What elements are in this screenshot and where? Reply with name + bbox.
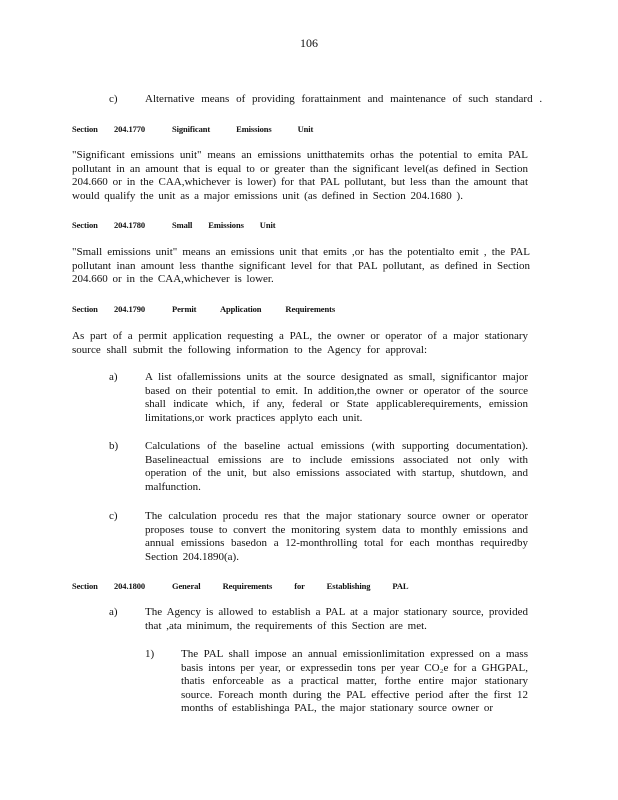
section-title: Small Emissions Unit xyxy=(172,220,276,230)
item-c-label: c) xyxy=(109,93,118,105)
list-item-text: The Agency is allowed to establish a PAL at a major stationary source, provided that ,ata minimum, the requirements of this Section are met. xyxy=(145,606,528,632)
list-item-text: A list ofallemissions units at the source designated as small, significantor major based on their potential to emit. In addition,the owner or operator of the source shall indicate which, if any, federal or State applicablerequirements, emission limitations,or work practices applyto each unit. xyxy=(145,371,528,424)
section-number: 204.1780 xyxy=(114,220,146,230)
list-item-text: Calculations of the baseline actual emissions (with supporting documentation). Baselineactual emissions are to include emissions associated not only with operation of the unit, but also emissions associated with startup, shutdown, and malfunction. xyxy=(145,440,528,493)
section-title: Significant Emissions Unit xyxy=(172,124,314,134)
section-heading-1770 xyxy=(72,124,313,134)
section-heading-1800 xyxy=(72,581,408,591)
sub-item-text: The PAL shall impose an annual emissionlimitation expressed on a mass basis intons per year, or expressedin tons per year CO₂e for a GHGPAL, thatis enforceable as a practical matter, forthe entire major stationary source. Foreach month during the PAL effective period after the first 12 months of establishinga PAL, the major stationary source owner or xyxy=(181,648,528,714)
section-title: Permit Application Requirements xyxy=(172,304,336,314)
section-label: Section xyxy=(72,304,98,314)
section-number: 204.1770 xyxy=(114,124,146,134)
list-item-label: a) xyxy=(109,371,118,383)
list-item-label: a) xyxy=(109,606,118,618)
section-heading-1780 xyxy=(72,220,275,230)
item-c-text: Alternative means of providing forattainment and maintenance of such standard . xyxy=(145,93,543,105)
section-intro-1790: As part of a permit application requesting a PAL, the owner or operator of a major stationary source shall submit the following information to the Agency for approval: xyxy=(72,330,528,356)
list-item-text: The calculation procedu res that the major stationary source owner or operator proposes touse to convert the monitoring system data to monthly emissions and annual emissions basedon a 12-monthrolling total for each monthas requiredby Section 204.1890(a). xyxy=(145,510,528,563)
section-number: 204.1790 xyxy=(114,304,146,314)
section-label: Section xyxy=(72,581,98,591)
list-item-label: b) xyxy=(109,440,119,452)
section-title: General Requirements for Establishing PAL xyxy=(172,581,409,591)
page-number: 106 xyxy=(300,36,318,50)
section-number: 204.1800 xyxy=(114,581,146,591)
section-label: Section xyxy=(72,220,98,230)
section-heading-1790 xyxy=(72,304,335,314)
sub-item-label: 1) xyxy=(145,648,155,660)
section-label: Section xyxy=(72,124,98,134)
section-text-1780: "Small emissions unit" means an emissions unit that emits ,or has the potentialto emit , the PAL pollutant inan amount less thanthe significant level for that PAL pollutant, as defined in Section 204.660 or in the CAA,whichever is lower. xyxy=(72,246,530,285)
section-text-1770: "Significant emissions unit" means an emissions unitthatemits orhas the potential to emita PAL pollutant in an amount that is equal to or greater than the significant level(as defined in Section 204.660 or in the CAA,whichever is lower) for that PAL pollutant, but less than the amount that would qualify the unit as a major emissions unit (as defined in Section 204.1680 ). xyxy=(72,149,528,202)
list-item-label: c) xyxy=(109,510,118,522)
